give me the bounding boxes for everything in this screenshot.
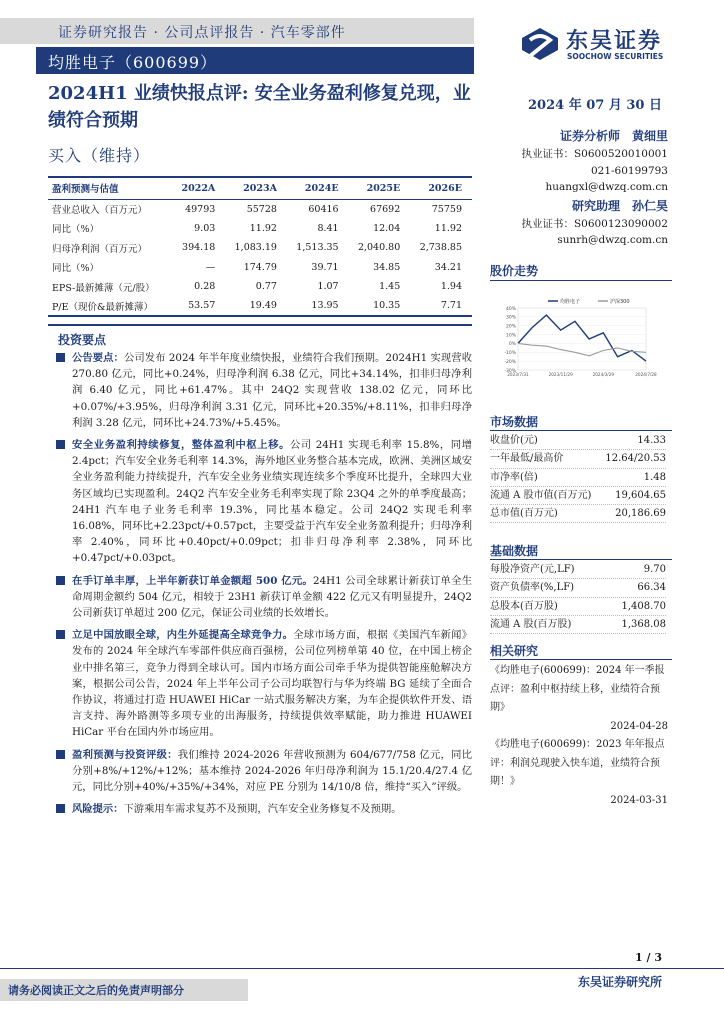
data-label: 一年最低/最高价 (490, 453, 564, 465)
data-value: 66.34 (637, 582, 666, 594)
data-row (490, 598, 666, 616)
y-tick-label: 30% (505, 315, 516, 321)
table-cell: 1.07 (317, 281, 339, 293)
table-cell: 8.41 (317, 222, 339, 234)
table-cell: 7.71 (440, 300, 462, 312)
table-cell: 67692 (370, 203, 401, 215)
y-tick-label: -20% (504, 359, 516, 365)
square-bullet-icon (56, 804, 65, 813)
table-cell: 12.04 (373, 222, 401, 234)
table-cell: 53.57 (188, 300, 216, 312)
table-header-row (48, 177, 472, 199)
y-tick-label: 0% (508, 342, 516, 348)
analyst-1-title (490, 126, 668, 146)
table-cell: 2,040.80 (357, 242, 401, 254)
table-cell: 0.28 (194, 281, 216, 293)
forecast-table (48, 176, 472, 317)
key-point-head: 在手订单丰厚，上半年新获订单金额超 500 亿元。 (72, 574, 314, 587)
key-point-body: 下游乘用车需求复苏不及预期，汽车安全业务修复不及预期。 (123, 803, 402, 816)
report-title: 2024H1 业绩快报点评: 安全业务盈利修复兑现，业绩符合预期 (48, 83, 471, 131)
report-category: 证券研究报告 · 公司点评报告 · 汽车零部件 (58, 25, 346, 41)
table-cell: 1,513.35 (296, 242, 339, 254)
table-cell: 39.71 (311, 261, 339, 273)
table-cell: 9.03 (194, 222, 216, 234)
table-row (48, 258, 472, 278)
analyst-2-name: 孙仁昊 (631, 198, 668, 213)
table-cell: 174.79 (243, 261, 277, 273)
key-point-body: 全球市场方面，根据《美国汽车新闻》发布的 2024 年全球汽车零部件供应商百强榜，公司位列榜单第 40 位，在中国上榜企业中排名第三，竞争力得到全球认可。国内市场方面公司牵手华为提供智能座舱解决方案，根据公司公告，2024 年上半年公司子公司均联智行与华为终端 BG 延续了全面合作协议，将通过打造 HUAWEI HiCar 一站式服务解决方案，为车企提供软件开发、语言支持、海外路测等多项专业的出海服务，持续提供效率赋能，助力推进 HUAWEI HiCar 平台在国内外市场应用。 (72, 629, 473, 739)
series-line (518, 343, 646, 355)
y-tick-label: -30% (504, 368, 516, 374)
basic-data-heading: 基础数据 (490, 544, 539, 558)
data-row (490, 505, 666, 523)
y-tick-label: -10% (504, 351, 516, 357)
analyst-2-title (490, 196, 668, 216)
section-divider (490, 280, 672, 281)
table-row (48, 199, 472, 219)
table-header-cell: 2022A (181, 182, 216, 194)
analyst-2-role: 研究助理 (571, 198, 620, 213)
data-label: 收盘价(元) (490, 435, 538, 446)
square-bullet-icon (56, 630, 65, 639)
analyst-2-email[interactable]: sunrh@dwzq.com.cn (557, 234, 668, 247)
key-point-body: 公司发布 2024 年半年度业绩快报，业绩符合我们预期。2024H1 实现营收 270.80 亿元，同比+0.24%，归母净利润 6.38 亿元，同比+34.14%，扣非归母净利润 6.40 亿元，同比+61.47%。其中 24Q2 实现营收 138.02 亿元，同环比+0.07%/+3.95%，归母净利润 3.31 亿元，同环比+20.35%/+8.11%，扣非归母净利润 3.28 亿元，同环比+24.73%/+5.45%。 (72, 352, 473, 429)
data-label: 资产负债率(%,LF) (490, 582, 575, 594)
logo-text-en: SOOCHOW SECURITIES (567, 52, 664, 61)
table-header-cell: 2025E (366, 182, 401, 194)
key-point-head: 风险提示： (72, 803, 124, 816)
basic-data-table (490, 561, 666, 634)
plot-frame (518, 308, 646, 370)
analyst-1-email[interactable]: huangxl@dwzq.com.cn (545, 181, 668, 194)
analyst-2-license: 执业证书：S0600123090002 (521, 217, 668, 230)
key-point (48, 747, 472, 796)
table-row (48, 238, 472, 258)
data-value: 19,604.65 (615, 489, 666, 501)
key-point-body: 公司 24H1 实现毛利率 15.8%，同增 2.4pct；汽车安全业务毛利率 14.3%，海外地区业务整合基本完成，欧洲、美洲区域安全业务盈利能力持续提升，汽车安全业务业绩实现连续多个季度环比提升，全球四大业务区域均已实现盈利。24Q2 汽车安全业务毛利率实现了除 23Q4 之外的单季度最高；24H1 汽车电子业务毛利率 19.3%，同比基本稳定。公司 24Q2 实现毛利率 16.08%，同环比+2.23pct/+0.57pct，主要受益于汽车安全业务盈利提升；归母净利率 2.40%，同环比+0.40pct/+0.09pct；扣非归母净利率 2.38%，同环比+0.47pct/+0.03pct。 (72, 439, 472, 565)
analyst-block (490, 126, 668, 249)
table-cell: 营业总收入（百万元） (52, 205, 148, 216)
table-cell: 2,738.85 (419, 242, 462, 254)
table-cell: 55728 (246, 203, 277, 215)
table-row (48, 277, 472, 297)
table-cell: 34.85 (373, 261, 401, 273)
table-cell: 11.92 (434, 222, 462, 234)
table-header-cell: 盈利预测与估值 (52, 184, 119, 196)
key-point-head: 安全业务盈利持续修复，整体盈利中枢上移。 (72, 439, 291, 452)
table-cell: 75759 (431, 203, 462, 215)
key-point-body: 我们维持 2024-2026 年营收预测为 604/677/758 亿元，同比分别+8%/+12%/+12%；基本维持 2024-2026 年归母净利润为 15.1/20.4/27.4 亿元，同比分别+40%/+35%/+34%，对应 PE 分别为 14/10/8 倍，维持“买入”评级。 (72, 748, 472, 794)
key-points-list (48, 350, 472, 823)
section-divider (48, 324, 472, 326)
market-data-heading: 市场数据 (490, 415, 539, 429)
section-divider (490, 430, 672, 431)
table-cell: 归母净利润（百万元） (52, 243, 148, 255)
page-number: 1 / 3 (635, 951, 662, 964)
section-divider (490, 659, 672, 660)
data-value: 1,368.08 (621, 618, 666, 630)
analyst-1-name: 黄细里 (631, 129, 668, 143)
y-tick-label: 20% (505, 324, 516, 330)
data-row (490, 579, 666, 597)
legend-label: 沪深300 (610, 298, 630, 305)
related-item-title[interactable]: 《均胜电子(600699)：2023 年年报点评：利润兑现驶入快车道，业绩符合预期！》 (490, 739, 665, 787)
x-tick-label: 2023/7/31 (507, 372, 529, 377)
key-point (48, 627, 472, 740)
key-point (48, 573, 472, 622)
footer-org: 东吴证券研究所 (577, 975, 662, 989)
rating: 买入（维持） (48, 146, 151, 165)
data-row (490, 450, 666, 468)
table-cell: 34.21 (434, 261, 462, 273)
y-tick-label: 40% (505, 306, 516, 312)
data-value: 12.64/20.53 (605, 453, 666, 465)
table-cell: 13.95 (311, 300, 339, 312)
legend-label: 均胜电子 (560, 298, 581, 305)
data-label: 每股净资产(元,LF) (490, 564, 575, 575)
data-value: 1.48 (643, 471, 666, 483)
table-cell: 19.49 (249, 300, 277, 312)
table-cell: — (205, 261, 216, 273)
data-label: 总市值(百万元) (490, 508, 558, 520)
table-cell: P/E（现价&最新摊薄） (52, 301, 153, 313)
square-bullet-icon (56, 576, 65, 585)
table-cell: 60416 (308, 203, 339, 215)
x-tick-label: 2024/3/29 (592, 372, 615, 377)
data-label: 流通 A 股(百万股) (490, 618, 572, 630)
table-cell: 1.45 (379, 281, 401, 293)
data-row (490, 561, 666, 579)
stock-price-chart (490, 296, 660, 380)
table-cell: 394.18 (182, 242, 216, 254)
section-divider (490, 559, 672, 560)
table-cell: 同比（%） (52, 224, 100, 236)
table-header-cell: 2023A (243, 182, 277, 194)
data-row (490, 469, 666, 487)
related-research-list (490, 662, 668, 810)
data-value: 20,186.69 (615, 508, 666, 520)
key-point-head: 盈利预测与投资评级： (72, 748, 178, 761)
table-row (48, 297, 472, 317)
table-header-cell: 2026E (428, 182, 462, 194)
table-cell: 1.94 (440, 281, 462, 293)
table-cell: 10.35 (373, 300, 401, 312)
x-tick-label: 2023/11/29 (548, 372, 573, 377)
table-row (48, 219, 472, 239)
logo-text-cn: 东吴证券 (566, 29, 663, 54)
y-tick-label: 10% (505, 333, 516, 339)
data-label: 市净率(倍) (490, 471, 538, 483)
data-label: 总股本(百万股) (490, 600, 558, 612)
data-label: 流通 A 股市值(百万元) (490, 489, 592, 501)
data-value: 14.33 (637, 435, 666, 446)
company-logo (520, 22, 710, 66)
report-date: 2024 年 07 月 30 日 (528, 98, 662, 113)
related-item-date: 2024-04-28 (610, 720, 668, 732)
key-point-head: 立足中国放眼全球，内生外延提高全球竞争力。 (72, 629, 294, 642)
data-row (490, 487, 666, 505)
key-point (48, 437, 472, 567)
stock-chart-heading: 股价走势 (490, 264, 539, 278)
x-tick-label: 2024/7/28 (635, 372, 657, 377)
table-cell: 49793 (185, 203, 216, 215)
square-bullet-icon (56, 353, 65, 362)
stock-title: 均胜电子（600699） (48, 53, 218, 72)
data-value: 9.70 (643, 564, 666, 575)
table-cell: 同比（%） (52, 263, 100, 275)
key-point (48, 801, 472, 817)
table-header-cell: 2024E (304, 182, 339, 194)
square-bullet-icon (56, 750, 65, 759)
footer-divider (0, 968, 724, 969)
data-row (490, 432, 666, 450)
related-item-date: 2024-03-31 (610, 794, 668, 806)
table-cell: 1,083.19 (234, 242, 277, 254)
key-point (48, 350, 472, 431)
table-cell: 0.77 (255, 281, 277, 293)
disclaimer-text: 请务必阅读正文之后的免责声明部分 (8, 984, 184, 997)
analyst-1-role: 证券分析师 (559, 129, 620, 143)
logo-mark-icon (520, 26, 560, 62)
data-row (490, 616, 666, 634)
related-research-heading: 相关研究 (490, 644, 539, 658)
analyst-1-phone: 021-60199793 (590, 164, 668, 177)
key-points-heading: 投资要点 (58, 333, 107, 347)
market-data-table (490, 432, 666, 523)
related-item-title[interactable]: 《均胜电子(600699)：2024 年一季报点评：盈利中枢持续上移，业绩符合预期》 (490, 665, 665, 713)
key-point-body: 24H1 公司全球累计新获订单全生命周期金额约 504 亿元，相较于 23H1 新获订单金额 422 亿元又有明显提升，24Q2 公司新获订单超过 200 亿元，保证公司业绩的长效增长。 (72, 574, 473, 620)
table-cell: 11.92 (249, 222, 277, 234)
square-bullet-icon (56, 440, 65, 449)
key-point-head: 公告要点： (72, 352, 124, 364)
table-cell: EPS-最新摊薄（元/股） (52, 282, 155, 294)
analyst-1-license: 执业证书：S0600520010001 (521, 148, 668, 160)
data-value: 1,408.70 (621, 600, 666, 612)
